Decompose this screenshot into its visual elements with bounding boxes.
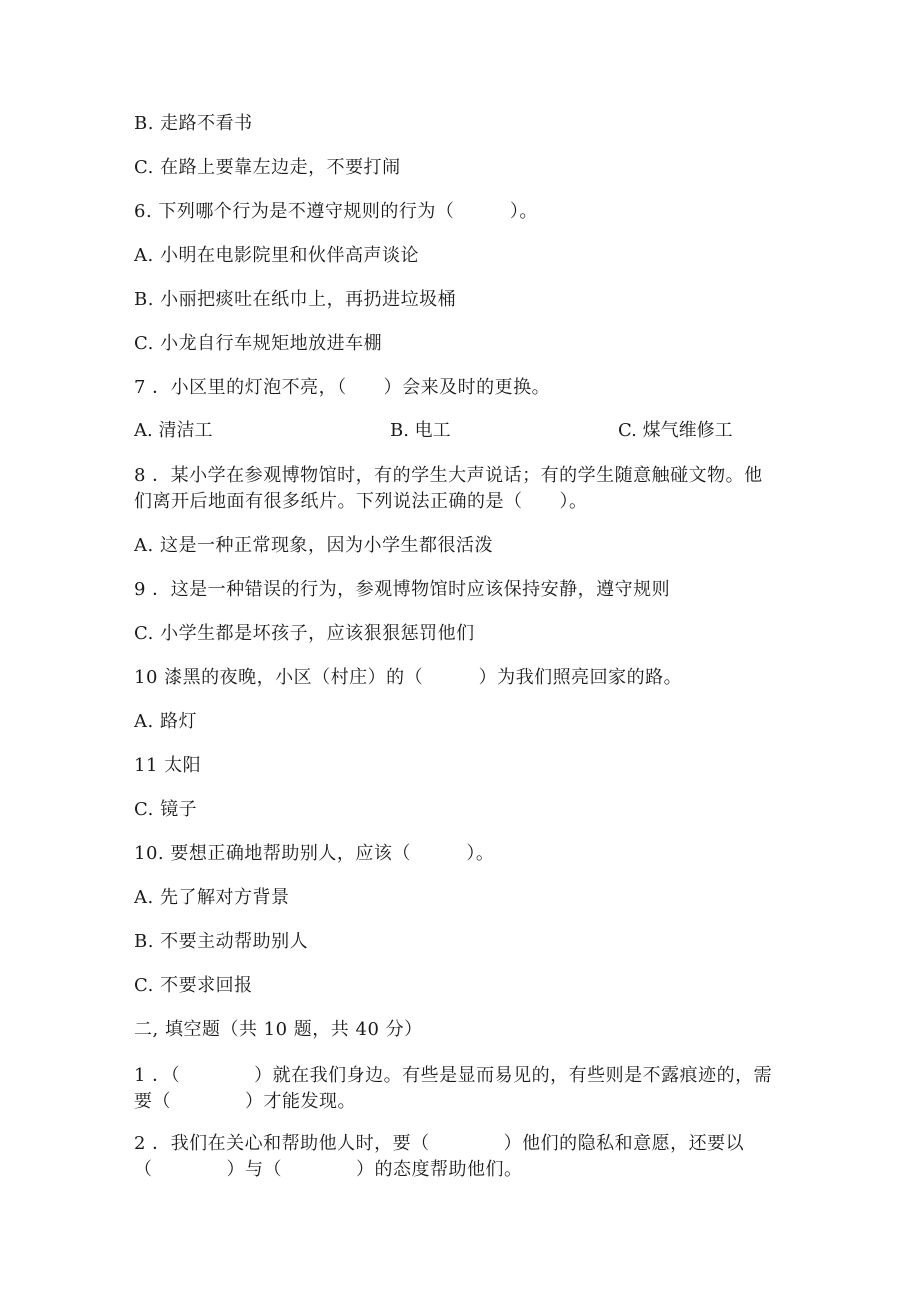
q10-option-a: A. 路灯	[134, 711, 197, 732]
q7-option-b: B. 电工	[390, 420, 451, 441]
q10-option-c: C. 镜子	[134, 799, 198, 820]
help-option-c: C. 不要求回报	[134, 975, 253, 996]
section-fill-blank-heading: 二, 填空题（共 10 题，共 40 分）	[134, 1019, 423, 1040]
question-6: 6. 下列哪个行为是不遵守规则的行为（ ）。	[134, 201, 538, 222]
question-10-night: 10 漆黑的夜晚，小区（村庄）的（ ）为我们照亮回家的路。	[134, 667, 683, 688]
q8-option-9: 9 ．这是一种错误的行为，参观博物馆时应该保持安静，遵守规则	[134, 579, 671, 600]
q10-option-11: 11 太阳	[134, 755, 202, 776]
q6-option-a: A. 小明在电影院里和伙伴高声谈论	[134, 245, 419, 266]
q6-option-b: B. 小丽把痰吐在纸巾上，再扔进垃圾桶	[134, 289, 457, 310]
option-c-left-side: C. 在路上要靠左边走，不要打闹	[134, 157, 401, 178]
q7-option-a: A. 清洁工	[134, 420, 213, 441]
q8-option-c: C. 小学生都是坏孩子，应该狠狠惩罚他们	[134, 623, 475, 644]
fill-question-2-line1: 2 ．我们在关心和帮助他人时，要（ ）他们的隐私和意愿，还要以	[134, 1133, 745, 1154]
question-7: 7 ．小区里的灯泡不亮，（ ）会来及时的更换。	[134, 377, 551, 398]
question-8-line2: 们离开后地面有很多纸片。下列说法正确的是（ ）。	[134, 491, 588, 512]
q6-option-c: C. 小龙自行车规矩地放进车棚	[134, 333, 383, 354]
fill-question-1-line1: 1 ．（ ）就在我们身边。有些是显而易见的，有些则是不露痕迹的，需	[134, 1065, 773, 1086]
help-option-b: B. 不要主动帮助别人	[134, 931, 309, 952]
q8-option-a: A. 这是一种正常现象，因为小学生都很活泼	[134, 535, 493, 556]
question-10-help: 10. 要想正确地帮助别人，应该（ ）。	[134, 843, 495, 864]
fill-question-1-line2: 要（ ）才能发现。	[134, 1091, 356, 1112]
question-8-line1: 8 ．某小学在参观博物馆时，有的学生大声说话；有的学生随意触碰文物。他	[134, 465, 763, 486]
q7-option-c: C. 煤气维修工	[618, 420, 733, 441]
option-b-walk: B. 走路不看书	[134, 113, 253, 134]
fill-question-2-line2: （ ）与（ ）的态度帮助他们。	[134, 1159, 523, 1180]
help-option-a: A. 先了解对方背景	[134, 887, 290, 908]
